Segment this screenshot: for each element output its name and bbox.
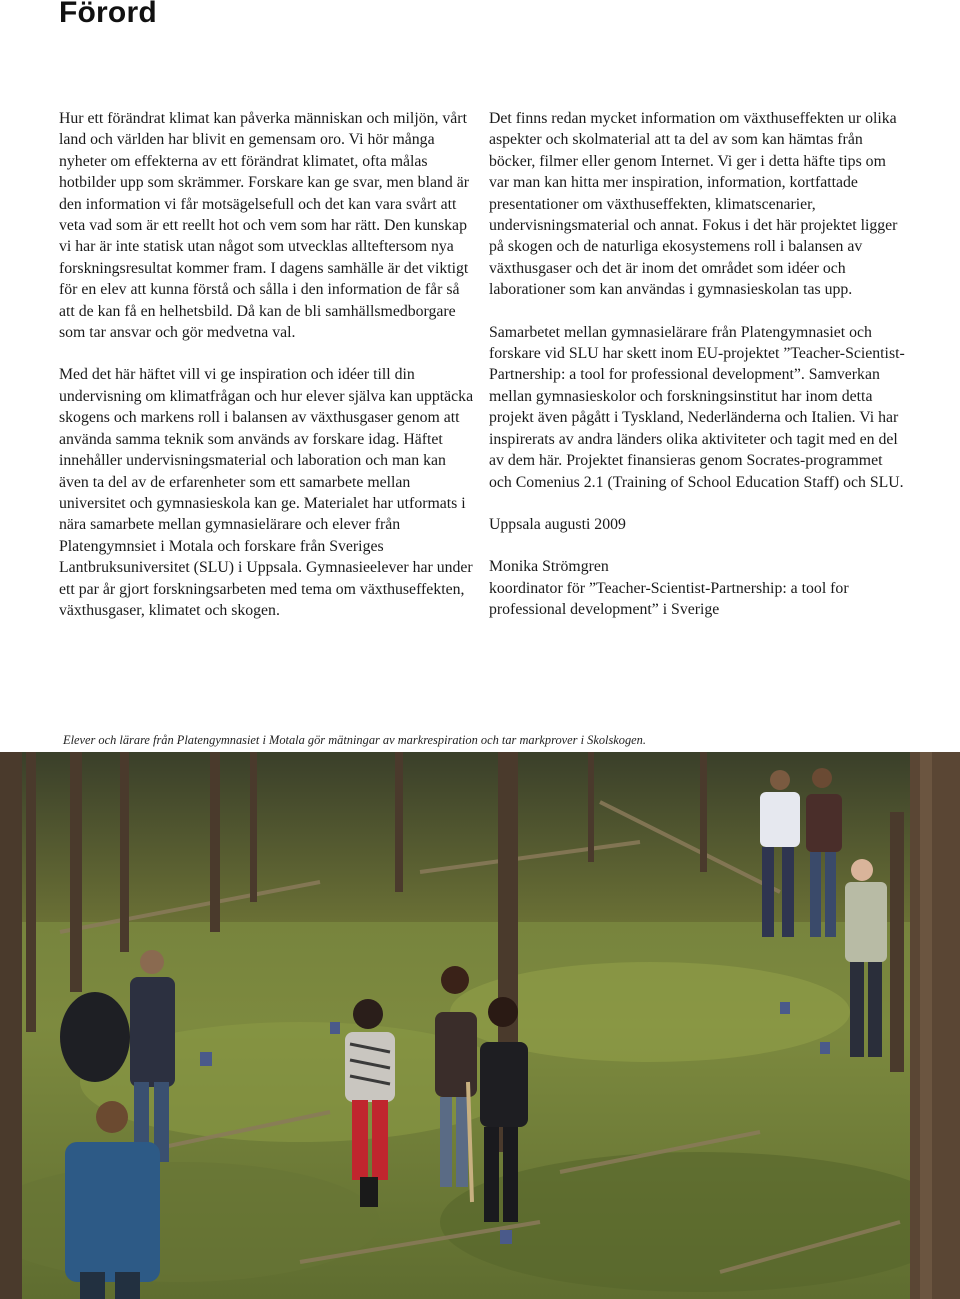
left-column [59, 108, 477, 642]
place-date: Uppsala augusti 2009 [489, 515, 626, 533]
purpose-paragraph: Med det här häftet vill vi ge inspiration och idéer till din undervisning om klimatfrågan och hur elever själva kan upptäcka skogens och markens roll i balansen av växthusgaser genom att använda samma teknik som används av forskare idag. Häftet innehåller undervisningsmaterial och laboration och man kan även ta del av de erfarenheter som ett samarbete mellan universitet och gymnasieskola kan ge. Materialet har utformats i nära samarbete mellan gymnasielärare och elever från Platengymnsiet i Motala och forskare från Sveriges Lantbruksuniversitet (SLU) i Uppsala. Gymnasieelever har under ett par år gjort forskningsarbeten med tema om växthuseffekten, växthusgaser, klimatet och skogen. [59, 366, 474, 619]
forest-photo [0, 752, 960, 1299]
page-title: Förord [59, 0, 157, 29]
intro-paragraph: Hur ett förändrat klimat kan påverka människan och miljön, vårt land och världen har blivit en gemensam oro. Vi hör många nyheter om effekterna av ett förändrat klimatet, ofta målas hotbilder upp som skrämmer. Forskare kan ge svar, men bland är den information vi får motsägelsefull och det kan vara svårt att veta vad som är ett reellt hot och vem som har rätt. Den kunskap vi har är inte statisk utan något som utvecklas allteftersom nya forskningsresultat kommer fram. I dagens samhälle är det viktigt för en elev att kunna förstå och sålla i den information de får så att de kan få en helhetsbild. Då kan de bli samhällsmedborgare som tar ansvar och gör medvetna val. [59, 110, 469, 342]
signature-role: koordinator för ”Teacher-Scientist-Partnership: a tool for professional development” i Sverige [489, 579, 849, 619]
project-paragraph: Samarbetet mellan gymnasielärare från Platengymnasiet och forskare vid SLU har skett inom EU-projektet ”Teacher-Scientist-Partnership: a tool for professional development”. Samverkan mellan gymnasieskolor och forskningsinstitut har inom detta projekt även pågått i Tyskland, Nederländerna och Italien. Vi har inspirerats av andra länders olika aktiviteter och tagit med en del av dem här. Projektet finansieras genom Socrates-programmet och Comenius 2.1 (Training of School Education Staff) och SLU. [489, 323, 905, 491]
right-column [489, 108, 909, 621]
photo-caption: Elever och lärare från Platengymnasiet i Motala gör mätningar av markrespiration och tar markprover i Skolskogen. [63, 733, 646, 747]
resources-paragraph: Det finns redan mycket information om växthuseffekten ur olika aspekter och skolmaterial att ta del av som kan hämtas från böcker, filmer eller genom Internet. Vi ger i detta häfte tips om var man kan hitta mer inspiration, information, kortfattade presentationer om växthuseffekten, klimatscenarier, undervisningsmaterial och annat. Fokus i det här projektet ligger på skogen och de naturliga ekosystemens roll i balansen av växthusgaser och det är inom det området som idéer och laborationer som kan användas i gymnasieskolan tas upp. [489, 110, 898, 299]
signature-name: Monika Strömgren [489, 558, 609, 576]
